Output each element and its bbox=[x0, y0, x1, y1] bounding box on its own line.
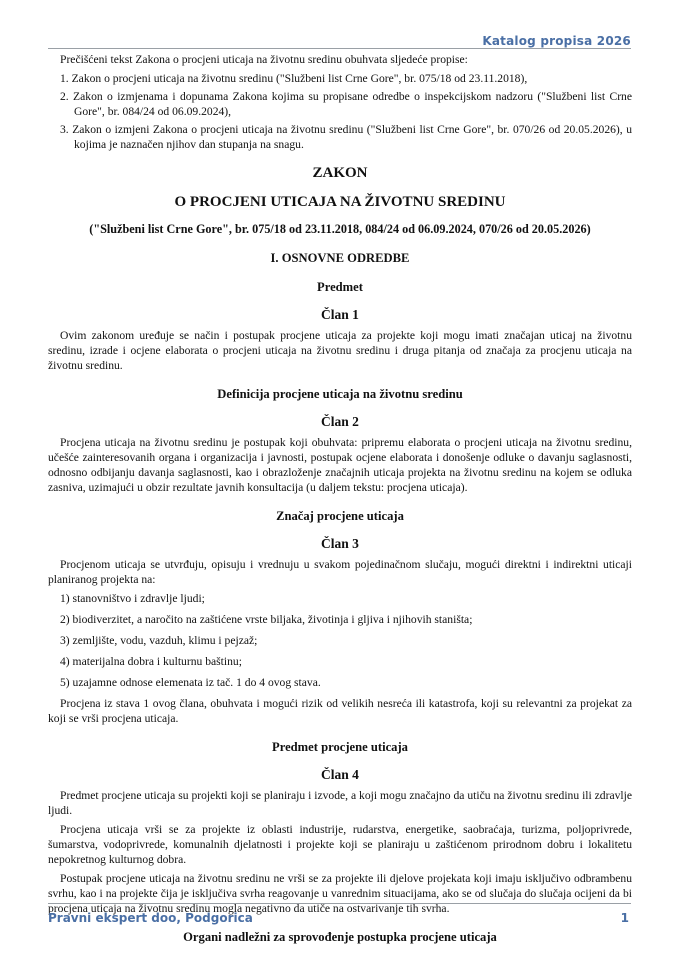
article-paragraph: Procjena uticaja vrši se za projekte iz oblasti industrije, rudarstva, energetike, saobraćaja, turizma, poljoprivrede, šumarstva, vodoprivrede, komunalnih djelatnosti i projekte koji se planiraju u zaštićenom prirodnom dobru i lokalitetu nepokretnog kulturnog dobra. bbox=[48, 823, 632, 866]
article-list-item: 4) materijalna dobra i kulturnu baštinu; bbox=[60, 655, 242, 668]
law-subtitle: O PROCJENI UTICAJA NA ŽIVOTNU SREDINU bbox=[174, 194, 506, 210]
intro-list-item: 2. Zakon o izmjenama i dopunama Zakona kojima su propisane odredbe o inspekcijskom nadzoru ("Službeni list Crne Gore", br. 084/24 od 06.09.2024), bbox=[60, 90, 632, 118]
intro-list-item: 1. Zakon o procjeni uticaja na životnu sredinu ("Službeni list Crne Gore", br. 075/18 od 23.11.2018), bbox=[60, 72, 528, 85]
section-heading: Organi nadležni za sprovođenje postupka procjene uticaja bbox=[183, 930, 497, 944]
article-number: Član 1 bbox=[321, 307, 359, 322]
intro-lead: Prečišćeni tekst Zakona o procjeni uticaja na životnu sredinu obuhvata sljedeće propise: bbox=[60, 53, 468, 66]
article-list-item: 3) zemljište, vodu, vazduh, klimu i pejzaž; bbox=[60, 634, 258, 647]
header-divider bbox=[48, 48, 631, 49]
chapter-heading: I. OSNOVNE ODREDBE bbox=[270, 251, 410, 265]
footer-divider bbox=[48, 903, 631, 904]
section-heading: Predmet procjene uticaja bbox=[272, 740, 408, 754]
article-list-item: 2) biodiverzitet, a naročito na zaštićene vrste biljaka, životinja i gljiva i njihovih staništa; bbox=[60, 613, 473, 626]
intro-list-item: 3. Zakon o izmjeni Zakona o procjeni uticaja na životnu sredinu ("Službeni list Crne Gore", br. 070/26 od 20.05.2026), u kojima je naznačen njihov dan stupanja na snagu. bbox=[60, 123, 632, 151]
intro-list bbox=[48, 71, 632, 152]
article-paragraph: Postupak procjene uticaja na životnu sredinu ne vrši se za projekte ili djelove projekata koji imaju isključivo odbrambenu svrhu, kao i na projekte čija je isključiva svrha reagovanje u vanrednim situacijama, ako se od slučaja do slučaja ocijeni da bi procjena uticaja na životnu sredinu mogla negativno da utiče na ostvarivanje tih svrha. bbox=[48, 872, 632, 915]
article-paragraph: Procjena iz stava 1 ovog člana, obuhvata i mogući rizik od velikih nesreća ili katastrofa, koji su relevantni za projekat za koji se vrši procjena uticaja. bbox=[48, 697, 632, 725]
section-heading: Značaj procjene uticaja bbox=[276, 509, 404, 523]
section-heading: Predmet bbox=[317, 280, 363, 294]
article-paragraph: Predmet procjene uticaja su projekti koji se planiraju i izvode, a koji mogu značajno da utiču na životnu sredinu ili zdravlje ljudi. bbox=[48, 789, 632, 817]
article-number: Član 4 bbox=[321, 767, 359, 782]
article-paragraph: Procjena uticaja na životnu sredinu je postupak koji obuhvata: pripremu elaborata o procjeni uticaja na životnu sredinu, učešće zainteresovanih organa i organizacija i javnosti, postupak ocjene elaborata i donošenje odluke o davanju saglasnosti, odnosno odbijanju davanja saglasnosti, kao i obrazloženje značajnih uticaja projekta na životnu sredinu na kojem se odluka zasniva, uzimajući u obzir rezultate javnih konsultacija (u daljem tekstu: procjena uticaja). bbox=[48, 436, 632, 494]
consolidated-text-intro bbox=[48, 52, 632, 152]
law-title: ZAKON bbox=[312, 165, 368, 181]
header-brand: Katalog propisa 2026 bbox=[482, 34, 631, 48]
article-number: Član 2 bbox=[321, 414, 359, 429]
footer-publisher: Pravni ekspert doo, Podgorica bbox=[48, 911, 253, 925]
article-paragraph: Ovim zakonom uređuje se način i postupak procjene uticaja za projekte koji mogu imati značajan uticaj na životnu sredinu, izrade i ocjene elaborata o procjeni uticaja na životnu sredinu i druga pitanja od značaja za procjenu uticaja na životnu sredinu. bbox=[48, 329, 632, 372]
document-body bbox=[48, 52, 632, 945]
law-gazette-reference: ("Službeni list Crne Gore", br. 075/18 od 23.11.2018, 084/24 od 06.09.2024, 070/26 od 20.05.2026) bbox=[89, 222, 591, 236]
article-list-item: 5) uzajamne odnose elemenata iz tač. 1 do 4 ovog stava. bbox=[60, 676, 321, 689]
page-number: 1 bbox=[620, 911, 629, 925]
article-list-item: 1) stanovništvo i zdravlje ljudi; bbox=[60, 592, 205, 605]
section-heading: Definicija procjene uticaja na životnu sredinu bbox=[217, 387, 463, 401]
article-number: Član 3 bbox=[321, 536, 359, 551]
article-paragraph: Procjenom uticaja se utvrđuju, opisuju i vrednuju u svakom pojedinačnom slučaju, mogući direktni i indirektni uticaji planiranog projekta na: bbox=[48, 558, 632, 586]
